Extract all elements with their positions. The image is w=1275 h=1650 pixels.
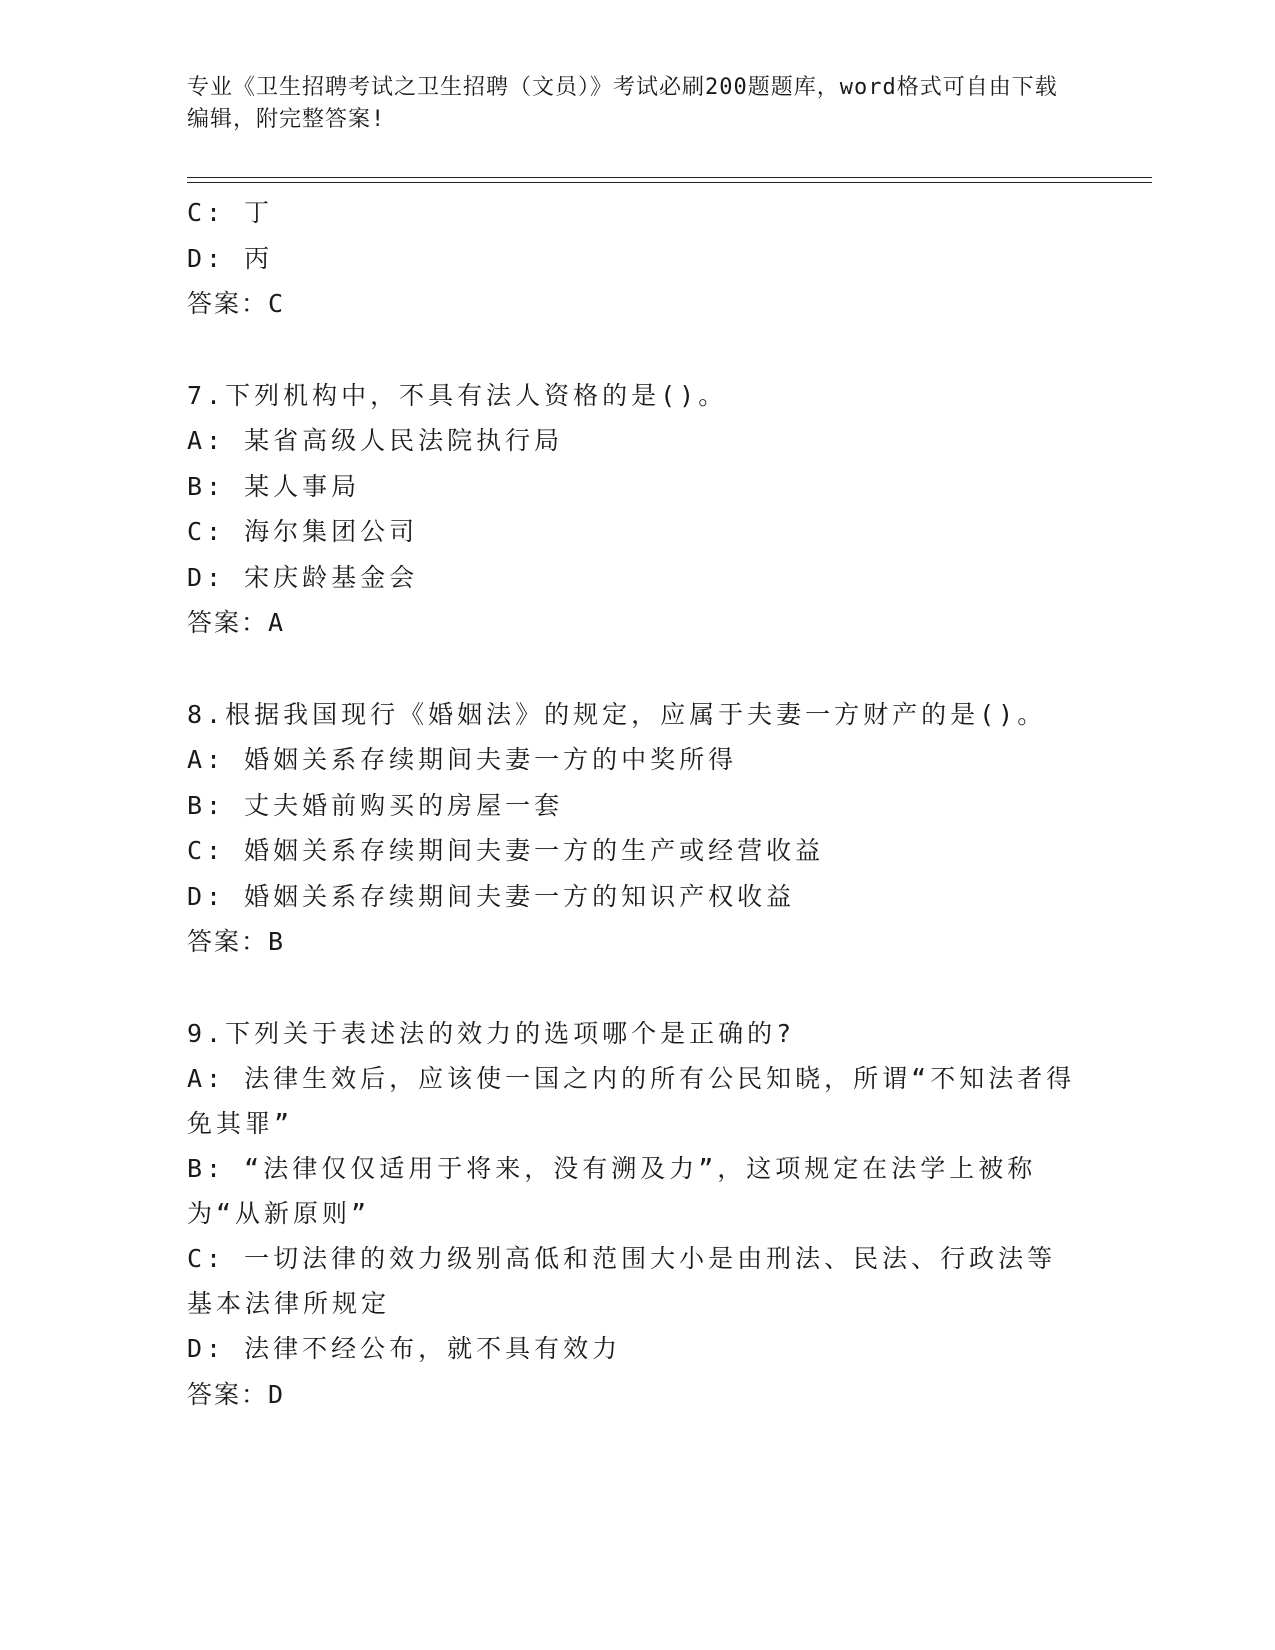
- answer-line: [187, 281, 1077, 327]
- carryover-block: [187, 190, 1077, 327]
- question-stem: 9.下列关于表述法的效力的选项哪个是正确的?: [187, 1018, 796, 1048]
- option-c: C: 海尔集团公司: [187, 517, 419, 546]
- answer-line: [187, 919, 1077, 965]
- option-a: A: 婚姻关系存续期间夫妻一方的中奖所得: [187, 745, 738, 774]
- answer-line: [187, 600, 1077, 646]
- answer-value: D: [268, 1379, 286, 1409]
- answer-label: 答案：: [187, 1379, 269, 1409]
- document-header: 专业《卫生招聘考试之卫生招聘（文员）》考试必刷200题题库，word格式可自由下载编辑，附完整答案!: [187, 75, 1058, 132]
- question-stem: 8.根据我国现行《婚姻法》的规定，应属于夫妻一方财产的是()。: [187, 699, 1047, 729]
- answer-value: B: [268, 927, 286, 956]
- header-rule-bottom: [187, 182, 1152, 183]
- answer-value: A: [268, 608, 286, 637]
- answer-line: [187, 1372, 1077, 1418]
- option-b: B: 某人事局: [187, 471, 361, 501]
- option-a: A: 法律生效后，应该使一国之内的所有公民知晓，所谓“不知法者得免其罪”: [187, 1064, 1076, 1138]
- option-b: B: “法律仅仅适用于将来，没有溯及力”，这项规定在法学上被称为“从新原则”: [187, 1154, 1037, 1228]
- answer-value: C: [268, 289, 286, 318]
- answer-label: 答案：: [187, 289, 269, 318]
- question-block: [187, 692, 1077, 965]
- option-c: C: 一切法律的效力级别高低和范围大小是由刑法、民法、行政法等基本法律所规定: [187, 1244, 1057, 1318]
- option-d: D: 法律不经公布，就不具有效力: [187, 1334, 622, 1363]
- answer-label: 答案：: [187, 927, 269, 956]
- question-block: [187, 373, 1077, 646]
- answer-label: 答案：: [187, 608, 269, 637]
- question-stem: 7.下列机构中，不具有法人资格的是()。: [187, 380, 728, 410]
- option-a: A: 某省高级人民法院执行局: [187, 426, 564, 455]
- option-d: D: 婚姻关系存续期间夫妻一方的知识产权收益: [187, 881, 796, 911]
- option-d: D: 丙: [187, 243, 274, 273]
- option-d: D: 宋庆龄基金会: [187, 562, 419, 592]
- option-c: C: 婚姻关系存续期间夫妻一方的生产或经营收益: [187, 836, 825, 865]
- question-block: [187, 1011, 1077, 1418]
- document-body: [187, 190, 1077, 1417]
- option-b: B: 丈夫婚前购买的房屋一套: [187, 790, 564, 820]
- option-c: C: 丁: [187, 198, 274, 227]
- header-rule-top: [187, 177, 1152, 178]
